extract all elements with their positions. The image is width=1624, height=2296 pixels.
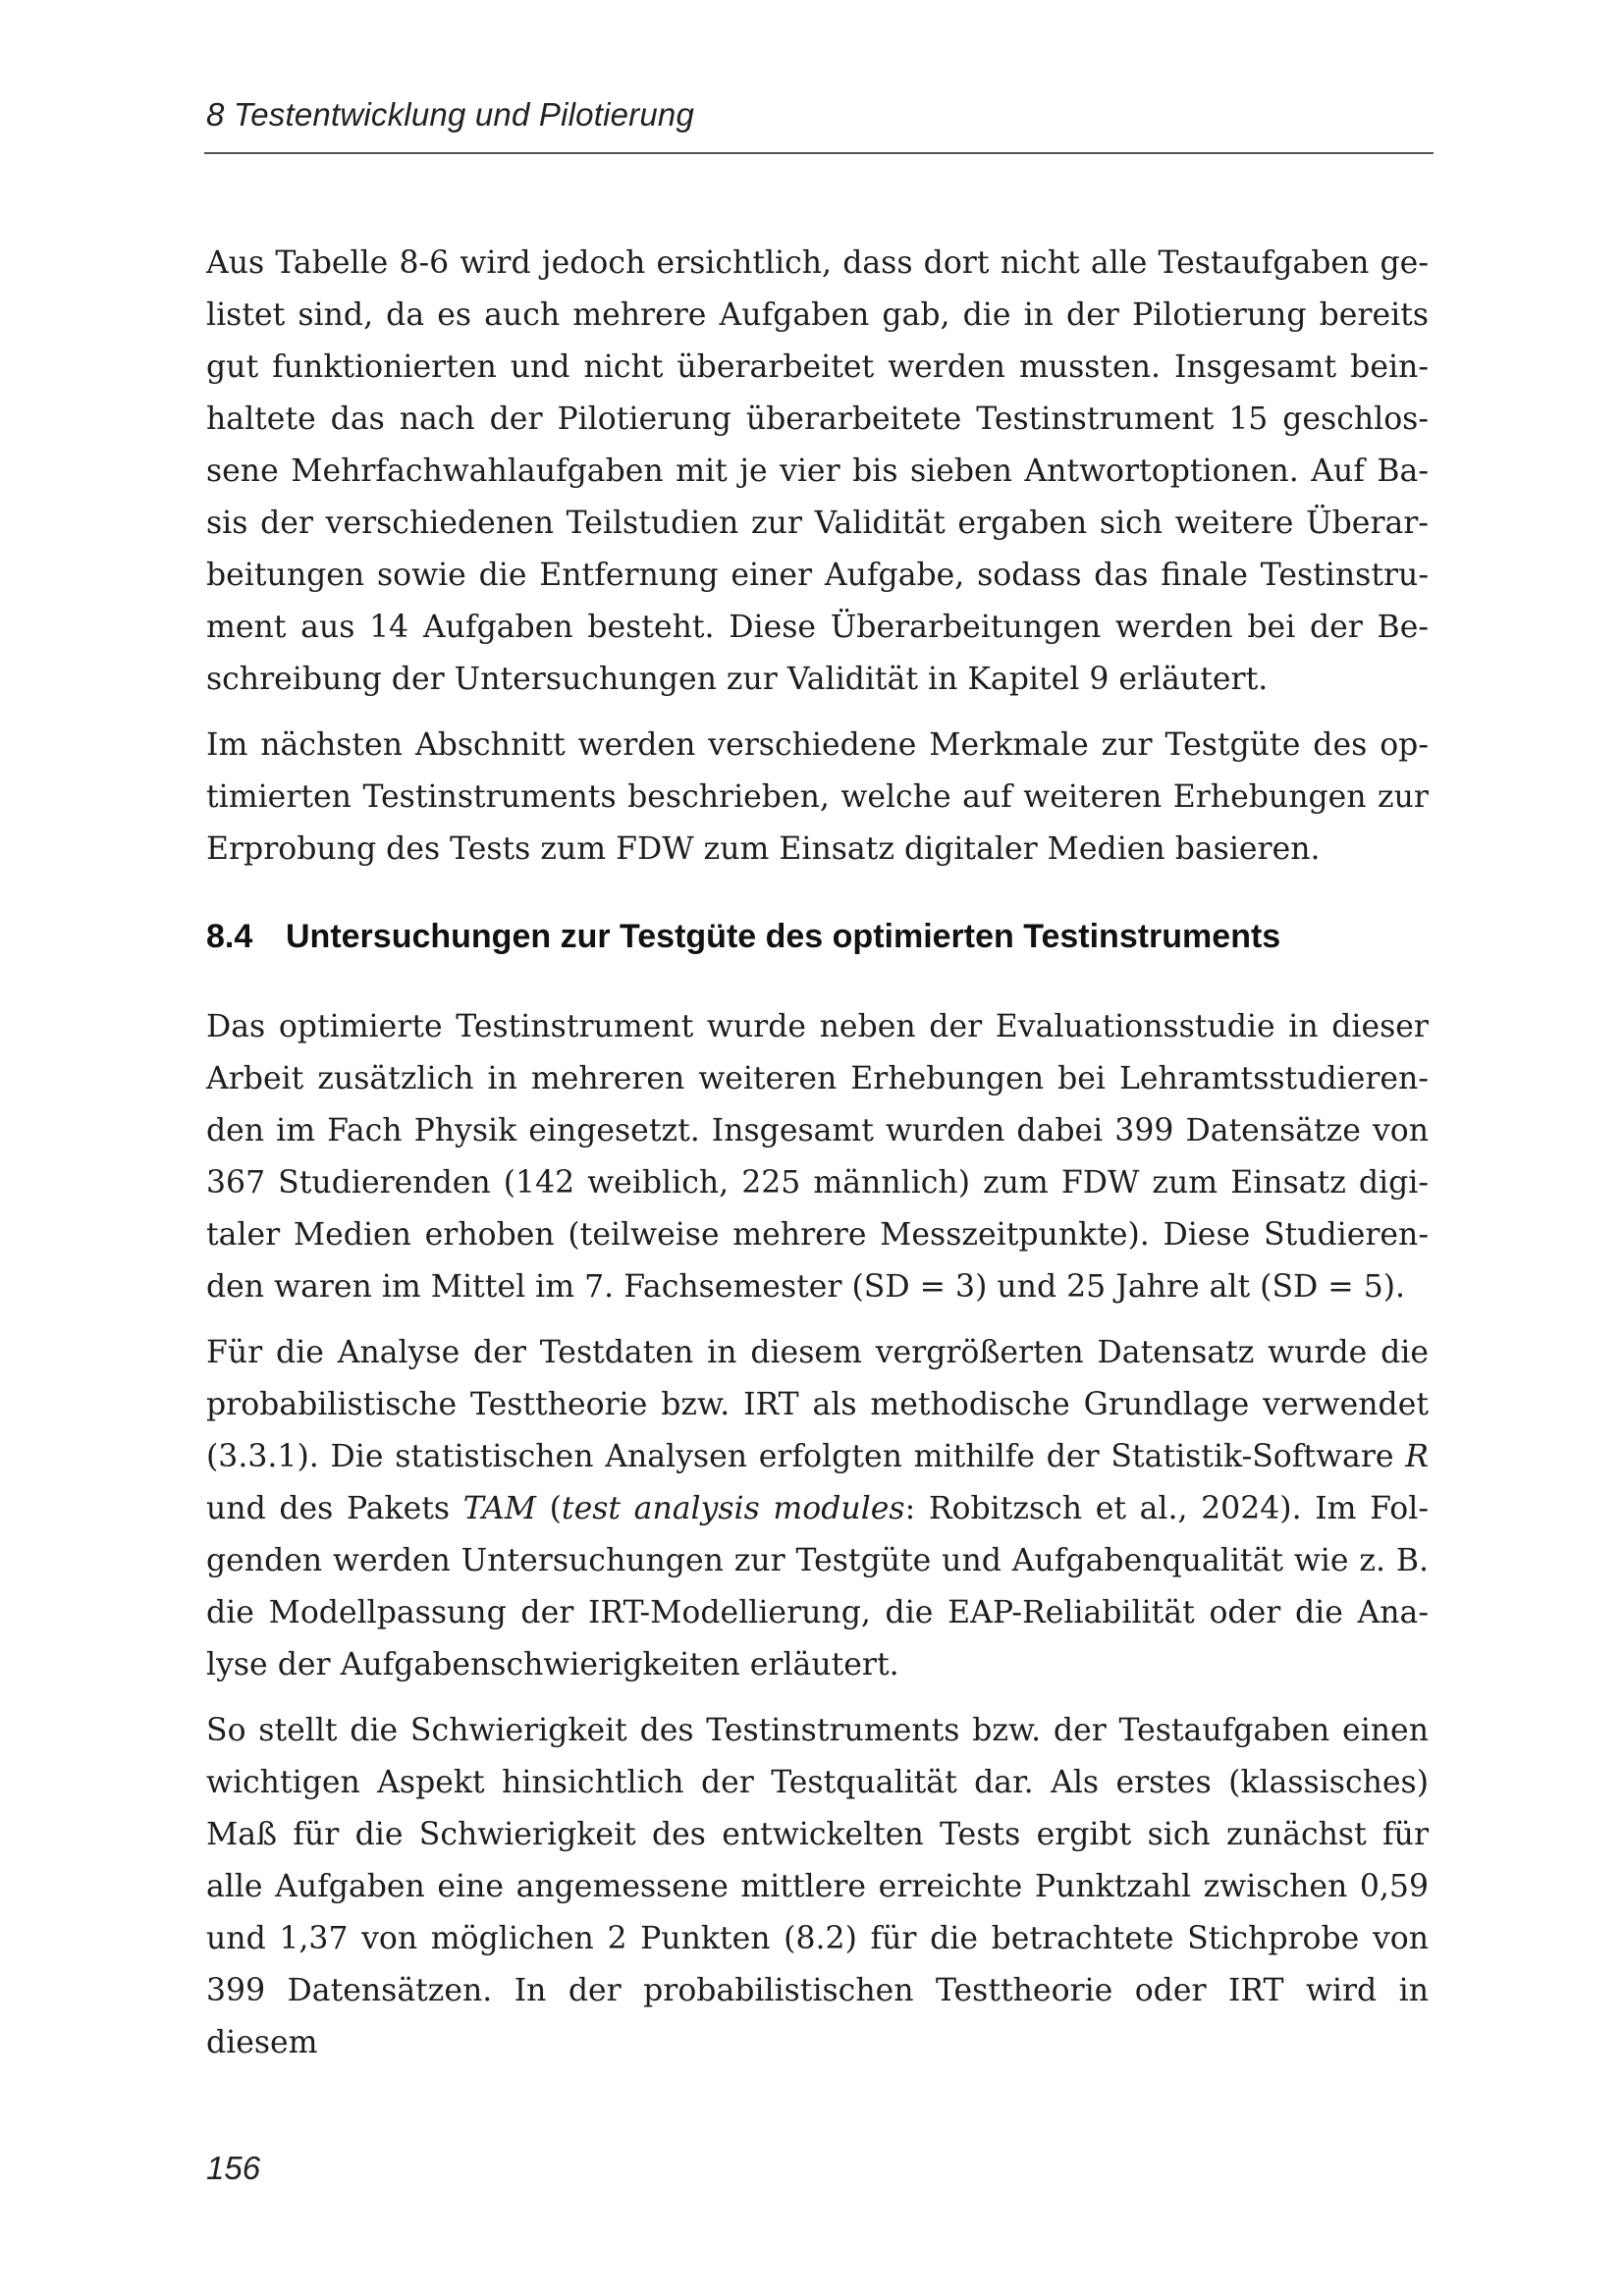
paragraph-4-text-b: und des Pakets	[206, 1491, 463, 1526]
paragraph-3: Das optimierte Testinstrument wurde neben der Evaluationsstudie in dieser Arbeit zusätzlich in mehreren weiteren Erhebungen bei Lehramtsstudierenden im Fach Physik eingesetzt. Insgesamt wurden dabei 399 Datensätze von 367 Studierenden (142 weiblich, 225 männlich) zum FDW zum Einsatz digitaler Medien erhoben (teilweise mehrere Messzeitpunkte). Diese Studierenden waren im Mittel im 7. Fachsemester (SD = 3) und 25 Jahre alt (SD = 5).	[206, 1009, 1429, 1305]
running-header: 8 Testentwicklung und Pilotierung	[206, 96, 695, 133]
body-text	[206, 238, 1429, 2083]
software-name-r: R	[1405, 1439, 1429, 1474]
paragraph-1: Aus Tabelle 8-6 wird jedoch ersichtlich, dass dort nicht alle Testaufgaben gelistet sind, da es auch mehrere Aufgaben gab, die in der Pilotierung bereits gut funktionierten und nicht überarbeitet werden mussten. Insgesamt beinhaltete das nach der Pilotierung überarbeitete Testinstrument 15 geschlossene Mehrfachwahlaufgaben mit je vier bis sieben Antwortoptionen. Auf Basis der verschiedenen Teilstudien zur Validität ergaben sich weitere Überarbeitungen sowie die Entfernung einer Aufgabe, sodass das finale Testinstrument aus 14 Aufgaben besteht. Diese Überarbeitungen werden bei der Beschreibung der Untersuchungen zur Validität in Kapitel 9 erläutert.	[206, 245, 1429, 697]
section-title: Untersuchungen zur Testgüte des optimierten Testinstruments	[286, 918, 1281, 955]
paragraph-4-text-d: : Robitzsch et al., 2024). Im Folgenden werden Untersuchungen zur Testgüte und Aufgabenqualität wie z. B. die Modellpassung der IRT-Modellierung, die EAP-Reliabilität oder die Analyse der Aufgabenschwierigkeiten erläutert.	[206, 1491, 1429, 1682]
package-name-tam: TAM	[462, 1491, 536, 1526]
section-number: 8.4	[206, 918, 253, 955]
paragraph-4	[206, 1327, 1429, 1691]
paragraph-2: Im nächsten Abschnitt werden verschiedene Merkmale zur Testgüte des optimierten Testinstruments beschrieben, welche auf weiteren Erhebungen zur Erprobung des Tests zum FDW zum Einsatz digitaler Medien basieren.	[206, 727, 1429, 867]
section-heading	[206, 915, 1429, 958]
paragraph-4-text-c: (	[536, 1491, 562, 1526]
page-number: 156	[206, 2150, 261, 2186]
paragraph-4-text-a: Für die Analyse der Testdaten in diesem vergrößerten Datensatz wurde die probabilistische Testtheorie bzw. IRT als methodische Grundlage verwendet (3.3.1). Die statistischen Analysen erfolgten mithilfe der Statistik-Software	[206, 1335, 1429, 1474]
tam-expansion: test analysis modules	[561, 1491, 905, 1526]
paragraph-5: So stellt die Schwierigkeit des Testinstruments bzw. der Testaufgaben einen wichtigen Aspekt hinsichtlich der Testqualität dar. Als erstes (klassisches) Maß für die Schwierigkeit des entwickelten Tests ergibt sich zunächst für alle Aufgaben eine angemessene mittlere erreichte Punktzahl zwischen 0,59 und 1,37 von möglichen 2 Punkten (8.2) für die betrachtete Stichprobe von 399 Datensätzen. In der probabilistischen Testtheorie oder IRT wird in diesem	[206, 1713, 1429, 2060]
header-rule	[204, 152, 1434, 154]
